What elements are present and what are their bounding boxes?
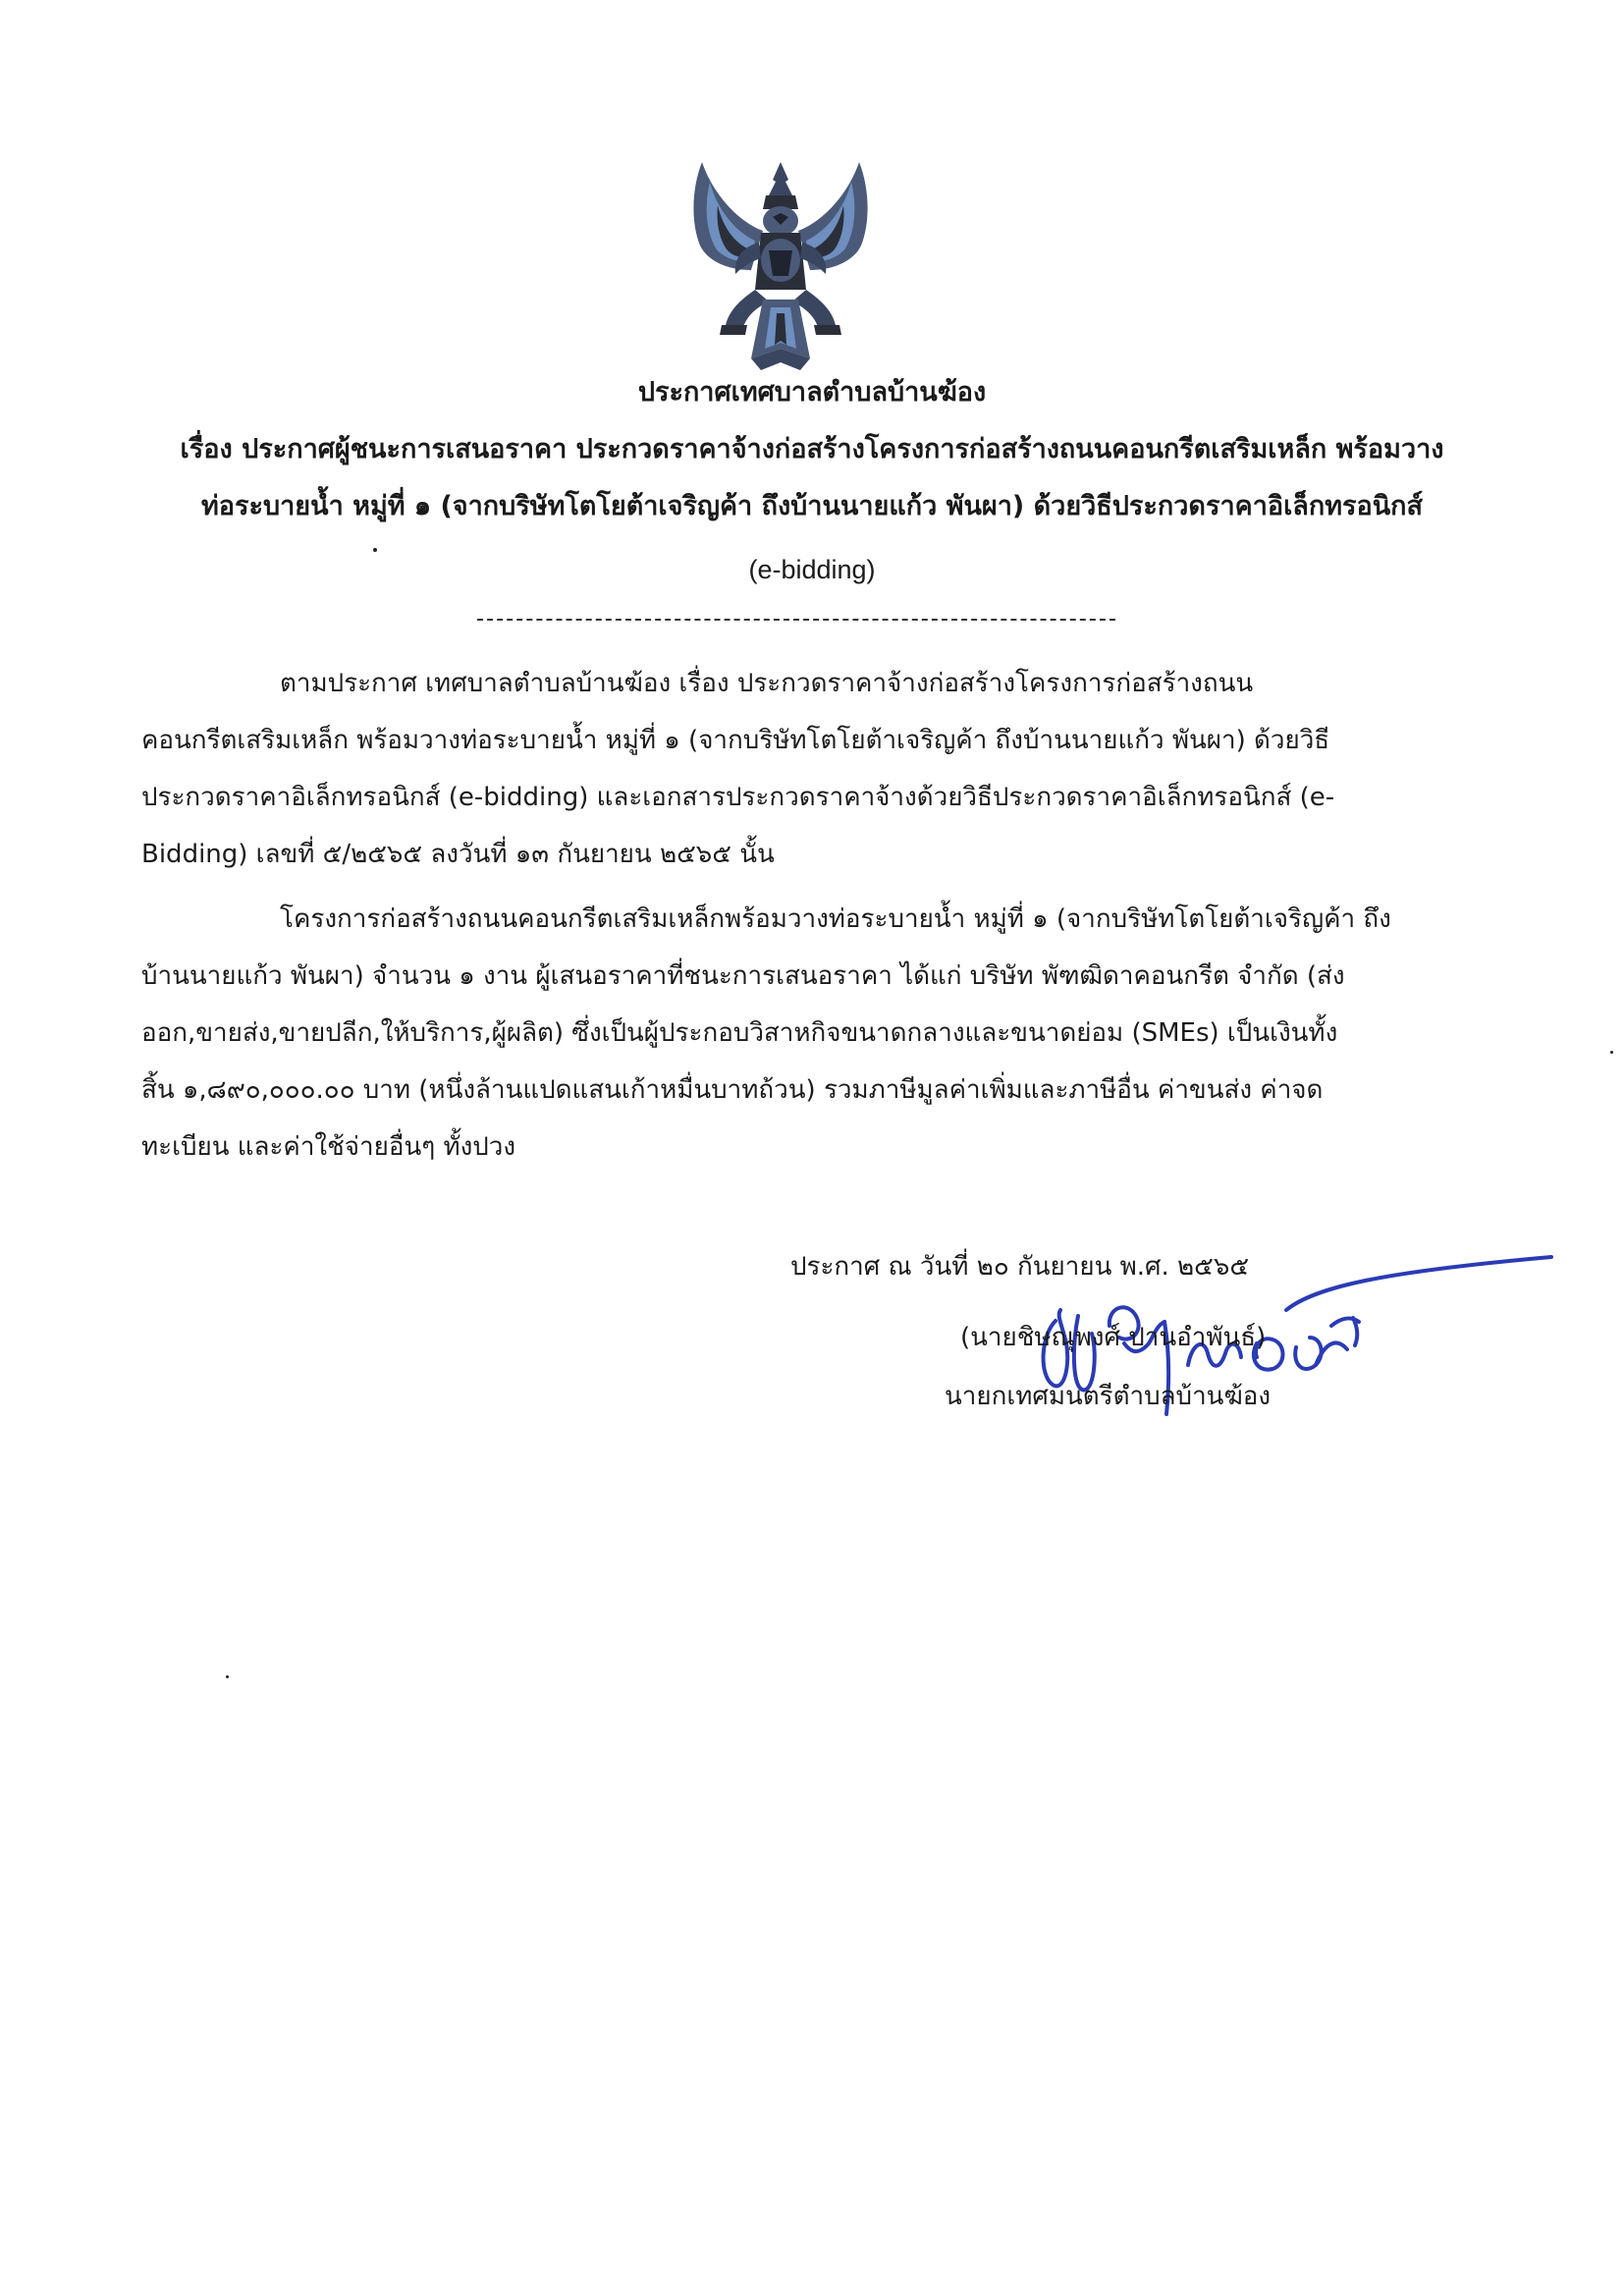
garuda-emblem-icon (682, 152, 879, 378)
signer-name: (นายชิษณุพงศ์ ปานอำพันธ์) (960, 1323, 1267, 1352)
announcement-agency-title: ประกาศเทศบาลตำบลบ้านฆ้อง (637, 377, 987, 408)
paragraph-2-line: โครงการก่อสร้างถนนคอนกรีตเสริมเหล็กพร้อมวางท่อระบายน้ำ หมู่ที่ ๑ (จากบริษัทโตโยต้าเจริญค้า ถึง (280, 904, 1391, 934)
paragraph-2-line: ทะเบียน และค่าใช้จ่ายอื่นๆ ทั้งปวง (141, 1132, 516, 1162)
paragraph-1-line: ประกวดราคาอิเล็กทรอนิกส์ (e-bidding) และเอกสารประกวดราคาจ้างด้วยวิธีประกวดราคาอิเล็กทรอนิกส์ (e- (141, 783, 1335, 812)
paragraph-2-line: สิ้น ๑,๘๙๐,๐๐๐.๐๐ บาท (หนึ่งล้านแปดแสนเก้าหมื่นบาทถ้วน) รวมภาษีมูลค่าเพิ่มและภาษีอื่น ค่าขนส่ง ค่าจด (141, 1075, 1324, 1105)
paragraph-1-line: Bidding) เลขที่ ๕/๒๕๖๕ ลงวันที่ ๑๓ กันยายน ๒๕๖๕ นั้น (141, 840, 775, 869)
paragraph-1-line: ตามประกาศ เทศบาลตำบลบ้านฆ้อง เรื่อง ประกวดราคาจ้างก่อสร้างโครงการก่อสร้างถนน (280, 669, 1254, 698)
paragraph-2-line: บ้านนายแก้ว พันผา) จำนวน ๑ งาน ผู้เสนอราคาที่ชนะการเสนอราคา ได้แก่ บริษัท พัฑฒิดาคอนกรีต จำกัด (ส่ง (141, 961, 1345, 991)
announcement-subject-line-3: (e-bidding) (748, 555, 876, 584)
paragraph-2-line: ออก,ขายส่ง,ขายปลีก,ให้บริการ,ผู้ผลิต) ซึ่งเป็นผู้ประกอบวิสาหกิจขนาดกลางและขนาดย่อม (SMEs) เป็นเงินทั้ง (141, 1018, 1338, 1048)
scan-speck (1610, 1051, 1613, 1054)
scan-speck (373, 548, 377, 552)
announcement-subject-line-2: ท่อระบายน้ำ หมู่ที่ ๑ (จากบริษัทโตโยต้าเจริญค้า ถึงบ้านนายแก้ว พันผา) ด้วยวิธีประกวดราคาอิเล็กทรอนิกส์ (200, 491, 1423, 521)
signer-title: นายกเทศมนตรีตำบลบ้านฆ้อง (945, 1382, 1272, 1411)
dashed-separator (477, 619, 1115, 621)
paragraph-1-line: คอนกรีตเสริมเหล็ก พร้อมวางท่อระบายน้ำ หมู่ที่ ๑ (จากบริษัทโตโยต้าเจริญค้า ถึงบ้านนายแก้ว พันผา) ด้วยวิธี (141, 726, 1330, 755)
announcement-date: ประกาศ ณ วันที่ ๒๐ กันยายน พ.ศ. ๒๕๖๕ (790, 1252, 1250, 1282)
announcement-subject-line-1: เรื่อง ประกาศผู้ชนะการเสนอราคา ประกวดราคาจ้างก่อสร้างโครงการก่อสร้างถนนคอนกรีตเสริมเหล็ก พร้อมวาง (180, 434, 1444, 465)
scan-speck (226, 1675, 229, 1678)
